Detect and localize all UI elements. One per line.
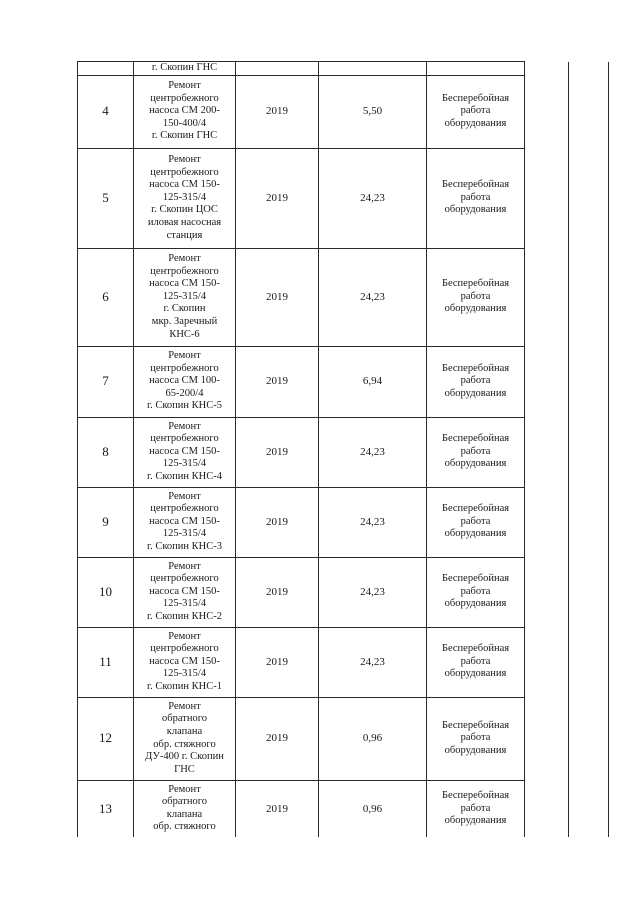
row-number-cell: 8 bbox=[78, 417, 134, 487]
cell-text-line: Бесперебойная bbox=[441, 362, 510, 374]
cell-text-line: работа bbox=[460, 375, 491, 387]
extra-cell bbox=[569, 346, 609, 417]
cell-text-line: центробежного bbox=[150, 643, 219, 655]
cell-text-line: центробежного bbox=[150, 573, 219, 585]
cell-text-line: работа bbox=[460, 515, 491, 527]
result-cell bbox=[427, 627, 525, 697]
cell-text-line: г. Скопин КНС-1 bbox=[146, 680, 222, 692]
cost-cell: 24,23 bbox=[319, 248, 427, 346]
cell-text-line: Ремонт bbox=[168, 80, 201, 92]
extra-cell bbox=[525, 75, 569, 148]
year-cell: 2019 bbox=[236, 697, 319, 780]
extra-cell bbox=[569, 487, 609, 557]
table-row bbox=[78, 780, 609, 837]
cell-text-line: оборудования bbox=[444, 668, 507, 680]
cell-text-line: оборудования bbox=[444, 528, 507, 540]
table-row bbox=[78, 697, 609, 780]
cell-text-line: 125-315/4 bbox=[162, 528, 207, 540]
cell-text-line: 125-315/4 bbox=[162, 290, 207, 302]
cell-text-line: 125-315/4 bbox=[162, 598, 207, 610]
extra-cell bbox=[525, 148, 569, 248]
row-number-cell: 7 bbox=[78, 346, 134, 417]
cell-text-line: насоса СМ 150- bbox=[149, 445, 220, 457]
cell-text-line: оборудования bbox=[444, 815, 507, 827]
cost-cell: 0,96 bbox=[319, 697, 427, 780]
table-row-continuation bbox=[78, 62, 609, 76]
cell-text-line: насоса СМ 150- bbox=[149, 278, 220, 290]
cell-text-line: работа bbox=[460, 445, 491, 457]
extra-cell bbox=[525, 346, 569, 417]
cost-cell: 24,23 bbox=[319, 487, 427, 557]
work-name-cell bbox=[134, 487, 236, 557]
repair-works-table bbox=[77, 61, 609, 837]
cell-text-line: центробежного bbox=[150, 362, 219, 374]
table-row bbox=[78, 487, 609, 557]
work-name-cell bbox=[134, 62, 236, 76]
row-number-cell: 10 bbox=[78, 557, 134, 627]
row-number-cell: 5 bbox=[78, 148, 134, 248]
cell-text-line: насоса СМ 100- bbox=[149, 375, 220, 387]
work-name-cell bbox=[134, 417, 236, 487]
cost-cell: 24,23 bbox=[319, 148, 427, 248]
cell-text-line: 65-200/4 bbox=[165, 387, 204, 399]
cell-text-line: работа bbox=[460, 191, 491, 203]
cell-text-line: клапана bbox=[166, 726, 203, 737]
cell-text-line: Бесперебойная bbox=[441, 573, 510, 585]
cell-text-line: обр. стяжного bbox=[153, 821, 216, 833]
year-cell: 2019 bbox=[236, 557, 319, 627]
cell-text-line: Ремонт bbox=[168, 560, 201, 572]
extra-cell bbox=[525, 627, 569, 697]
work-name-cell bbox=[134, 780, 236, 837]
cell-text-line: иловая насосная bbox=[147, 216, 222, 228]
year-cell: 2019 bbox=[236, 248, 319, 346]
cell-text-line: оборудования bbox=[444, 303, 507, 315]
table-row bbox=[78, 557, 609, 627]
cell-text-line: работа bbox=[460, 655, 491, 667]
cell-text-line: Бесперебойная bbox=[441, 92, 510, 104]
cell-text-line: г. Скопин ГНС bbox=[151, 130, 218, 142]
cell-text-line: г. Скопин КНС-5 bbox=[146, 400, 222, 412]
cell-text-line: обратного bbox=[162, 796, 207, 808]
num-cell bbox=[78, 62, 134, 76]
cell-text-line: работа bbox=[460, 585, 491, 597]
result-cell bbox=[427, 75, 525, 148]
cell-text-line: обр. стяжного bbox=[153, 738, 216, 750]
row-number-cell: 9 bbox=[78, 487, 134, 557]
row-number-cell: 12 bbox=[78, 697, 134, 780]
cost-cell: 24,23 bbox=[319, 627, 427, 697]
extra-cell bbox=[569, 62, 609, 76]
cell-text-line: Ремонт bbox=[168, 253, 201, 265]
row-number-cell: 13 bbox=[78, 780, 134, 837]
cell-text-line: центробежного bbox=[150, 166, 219, 178]
cell-text-line: оборудования bbox=[444, 204, 507, 216]
cell-text-line: насоса СМ 150- bbox=[149, 585, 220, 597]
extra-cell bbox=[525, 780, 569, 837]
row-number-cell: 11 bbox=[78, 627, 134, 697]
result-cell bbox=[427, 248, 525, 346]
result-cell bbox=[427, 346, 525, 417]
extra-cell bbox=[569, 697, 609, 780]
table-row bbox=[78, 148, 609, 248]
extra-cell bbox=[525, 697, 569, 780]
work-name-cell bbox=[134, 248, 236, 346]
cell-text-line: Бесперебойная bbox=[441, 789, 510, 801]
cell-text-line: г. Скопин КНС-2 bbox=[146, 610, 222, 622]
year-cell: 2019 bbox=[236, 346, 319, 417]
result-cell bbox=[427, 487, 525, 557]
cell-text-line: насоса СМ 200- bbox=[149, 105, 220, 117]
cost-cell bbox=[319, 62, 427, 76]
work-name-cell bbox=[134, 75, 236, 148]
cell-text-line: Бесперебойная bbox=[441, 433, 510, 445]
row-number-cell: 6 bbox=[78, 248, 134, 346]
cell-text-line: Ремонт bbox=[168, 490, 201, 502]
cost-cell: 6,94 bbox=[319, 346, 427, 417]
cell-text-line: Бесперебойная bbox=[441, 643, 510, 655]
cell-text-line: Бесперебойная bbox=[441, 278, 510, 290]
cell-text-line: Ремонт bbox=[168, 154, 201, 166]
work-name-cell bbox=[134, 557, 236, 627]
extra-cell bbox=[569, 417, 609, 487]
result-cell bbox=[427, 697, 525, 780]
extra-cell bbox=[525, 487, 569, 557]
cell-text-line: работа bbox=[460, 105, 491, 117]
cell-text-line: работа bbox=[460, 802, 491, 814]
cell-text-line: клапана bbox=[166, 808, 203, 820]
year-cell: 2019 bbox=[236, 627, 319, 697]
cell-text-line: Бесперебойная bbox=[441, 179, 510, 191]
cell-text-line: оборудования bbox=[444, 598, 507, 610]
work-name-cell bbox=[134, 697, 236, 780]
cell-text-line: КНС-6 bbox=[169, 328, 200, 340]
extra-cell bbox=[525, 557, 569, 627]
cell-text-line: Ремонт bbox=[168, 350, 201, 362]
cell-text-line: насоса СМ 150- bbox=[149, 655, 220, 667]
result-cell bbox=[427, 62, 525, 76]
cell-text-line: центробежного bbox=[150, 265, 219, 277]
work-name-cell bbox=[134, 148, 236, 248]
cell-text-line: оборудования bbox=[444, 387, 507, 399]
cell-text-line: Ремонт bbox=[168, 700, 201, 712]
cell-text-line: Бесперебойная bbox=[441, 719, 510, 731]
cell-text-line: ГНС bbox=[174, 763, 195, 775]
cell-text-line: 125-315/4 bbox=[162, 191, 207, 203]
cell-text-line: Ремонт bbox=[168, 783, 201, 795]
cell-text-line: обратного bbox=[162, 713, 207, 725]
cell-text-line: центробежного bbox=[150, 92, 219, 104]
table-row bbox=[78, 627, 609, 697]
cell-text-line: центробежного bbox=[150, 503, 219, 515]
work-name-cell bbox=[134, 627, 236, 697]
extra-cell bbox=[569, 75, 609, 148]
extra-cell bbox=[525, 62, 569, 76]
cell-text-line: насоса СМ 150- bbox=[149, 179, 220, 191]
cell-text-line: Ремонт bbox=[168, 420, 201, 432]
result-cell bbox=[427, 148, 525, 248]
cell-text-line: работа bbox=[460, 732, 491, 744]
cell-text-line: г. Скопин КНС-4 bbox=[146, 470, 222, 482]
table-row bbox=[78, 75, 609, 148]
cell-text-line: г. Скопин ГНС bbox=[151, 62, 218, 73]
cell-text-line: 125-315/4 bbox=[162, 668, 207, 680]
cost-cell: 24,23 bbox=[319, 557, 427, 627]
extra-cell bbox=[569, 148, 609, 248]
extra-cell bbox=[569, 627, 609, 697]
cost-cell: 0,96 bbox=[319, 780, 427, 837]
cell-text-line: г. Скопин КНС-3 bbox=[146, 540, 222, 552]
cost-cell: 24,23 bbox=[319, 417, 427, 487]
result-cell bbox=[427, 557, 525, 627]
cell-text-line: насоса СМ 150- bbox=[149, 515, 220, 527]
extra-cell bbox=[525, 417, 569, 487]
extra-cell bbox=[525, 248, 569, 346]
table-row bbox=[78, 417, 609, 487]
extra-cell bbox=[569, 780, 609, 837]
cell-text-line: 150-400/4 bbox=[162, 117, 207, 129]
row-number-cell: 4 bbox=[78, 75, 134, 148]
table-row bbox=[78, 248, 609, 346]
cell-text-line: г. Скопин bbox=[163, 303, 206, 315]
year-cell: 2019 bbox=[236, 148, 319, 248]
cell-text-line: Бесперебойная bbox=[441, 503, 510, 515]
cell-text-line: 125-315/4 bbox=[162, 458, 207, 470]
cell-text-line: оборудования bbox=[444, 117, 507, 129]
cell-text-line: ДУ-400 г. Скопин bbox=[145, 751, 224, 763]
work-name-cell bbox=[134, 346, 236, 417]
year-cell: 2019 bbox=[236, 487, 319, 557]
table-row bbox=[78, 346, 609, 417]
year-cell bbox=[236, 62, 319, 76]
cell-text-line: оборудования bbox=[444, 458, 507, 470]
cell-text-line: оборудования bbox=[444, 744, 507, 756]
result-cell bbox=[427, 417, 525, 487]
cell-text-line: центробежного bbox=[150, 433, 219, 445]
cell-text-line: Ремонт bbox=[168, 630, 201, 642]
cell-text-line: г. Скопин ЦОС bbox=[151, 204, 218, 216]
cell-text-line: станция bbox=[166, 229, 203, 241]
cell-text-line: работа bbox=[460, 290, 491, 302]
year-cell: 2019 bbox=[236, 417, 319, 487]
year-cell: 2019 bbox=[236, 75, 319, 148]
cell-text-line: мкр. Заречный bbox=[151, 315, 218, 327]
extra-cell bbox=[569, 557, 609, 627]
extra-cell bbox=[569, 248, 609, 346]
result-cell bbox=[427, 780, 525, 837]
year-cell: 2019 bbox=[236, 780, 319, 837]
cost-cell: 5,50 bbox=[319, 75, 427, 148]
